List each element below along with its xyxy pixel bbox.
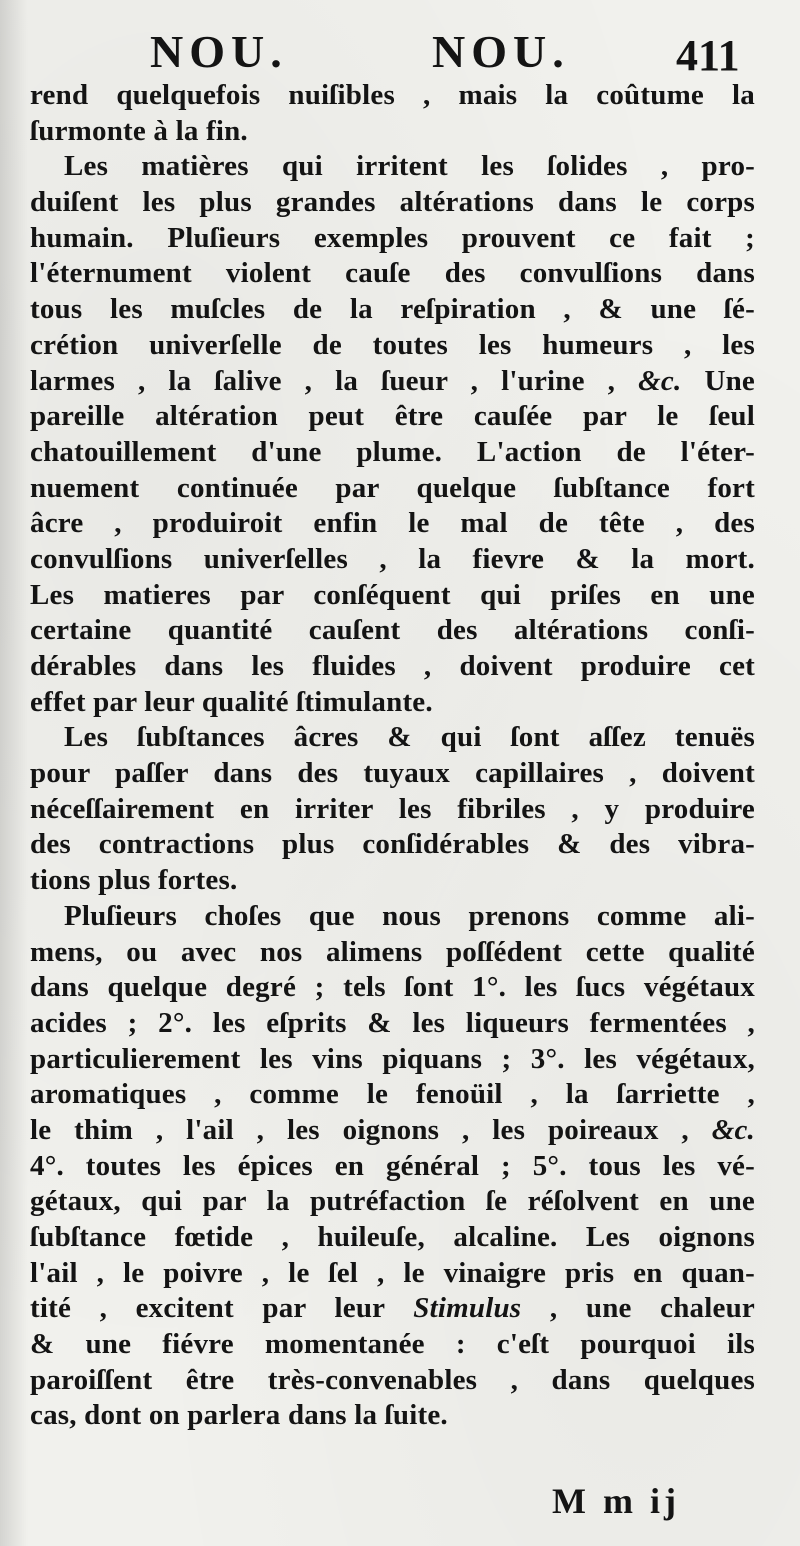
text-line: Les matieres par conſéquent qui priſes en une <box>30 578 755 611</box>
body-text <box>30 78 755 1434</box>
text-line: dans quelque degré ; tels ſont 1°. les ſucs végétaux <box>30 971 755 1004</box>
text-line: duiſent les plus grandes altérations dans le corps <box>30 186 755 219</box>
spine-shadow <box>0 0 28 1546</box>
text-line: rend quelquefois nuiſibles , mais la coûtume la <box>30 79 755 111</box>
text-line: ſurmonte à la fin. <box>30 114 248 147</box>
text-line: effet par leur qualité ſtimulante. <box>30 685 433 718</box>
text-line: le thim , l'ail , les oignons , les poireaux , &c. <box>30 1113 755 1146</box>
text-line: paroiſſent être très-convenables , dans quelques <box>30 1363 755 1396</box>
text-line: dérables dans les fluides , doivent produire cet <box>30 650 755 682</box>
text-line: tité , excitent par leur Stimulus , une chaleur <box>30 1292 755 1325</box>
text-line: larmes , la ſalive , la ſueur , l'urine , &c. Une <box>30 364 755 397</box>
text-line: Les matières qui irritent les ſolides , pro- <box>64 150 755 183</box>
signature-mark: M m ij <box>552 1481 680 1521</box>
text-line: néceſſairement en irriter les fibriles , y produire <box>30 792 755 825</box>
text-line: certaine quantité cauſent des altérations conſi- <box>30 614 755 647</box>
text-line: tions plus fortes. <box>30 864 238 897</box>
text-line: humain. Pluſieurs exemples prouvent ce fait ; <box>30 221 755 254</box>
text-line: des contractions plus conſidérables & des vibra- <box>30 828 755 861</box>
text-line: convulſions univerſelles , la fievre & la mort. <box>30 542 755 575</box>
text-line: pour paſſer dans des tuyaux capillaires , doivent <box>30 757 755 790</box>
text-line: particulierement les vins piquans ; 3°. les végétaux, <box>30 1042 755 1075</box>
text-line: nuement continuée par quelque ſubſtance fort <box>30 471 755 504</box>
text-line: aromatiques , comme le fenoüil , la ſarriette , <box>30 1078 755 1111</box>
text-line: 4°. toutes les épices en général ; 5°. tous les vé- <box>30 1149 755 1182</box>
text-line: & une fiévre momentanée : c'eſt pourquoi ils <box>30 1328 755 1361</box>
text-line: acides ; 2°. les eſprits & les liqueurs fermentées , <box>30 1006 755 1039</box>
page-number: 411 <box>676 31 740 80</box>
text-line: âcre , produiroit enfin le mal de tête , des <box>30 507 755 540</box>
running-head <box>0 22 800 82</box>
text-line: mens, ou avec nos alimens poſſédent cette qualité <box>30 935 755 968</box>
text-line: ſubſtance fœtide , huileuſe, alcaline. Les oignons <box>30 1221 755 1253</box>
text-line: chatouillement d'une plume. L'action de l'éter- <box>30 435 755 468</box>
text-line: l'éternument violent cauſe des convulſions dans <box>30 257 755 290</box>
text-line: crétion univerſelle de toutes les humeurs , les <box>30 328 755 361</box>
text-line: cas, dont on parlera dans la ſuite. <box>30 1399 448 1432</box>
text-line: Les ſubſtances âcres & qui ſont aſſez tenuës <box>64 721 755 754</box>
text-line: gétaux, qui par la putréfaction ſe réſolvent en une <box>30 1185 755 1218</box>
text-line: l'ail , le poivre , le ſel , le vinaigre pris en quan- <box>30 1256 755 1289</box>
running-head-right: NOU. <box>432 26 570 77</box>
running-head-left: NOU. <box>150 26 288 77</box>
text-line: Pluſieurs choſes que nous prenons comme ali- <box>64 899 755 932</box>
text-line: pareille altération peut être cauſée par le ſeul <box>30 400 755 433</box>
text-line: tous les muſcles de la reſpiration , & une ſé- <box>30 293 755 326</box>
